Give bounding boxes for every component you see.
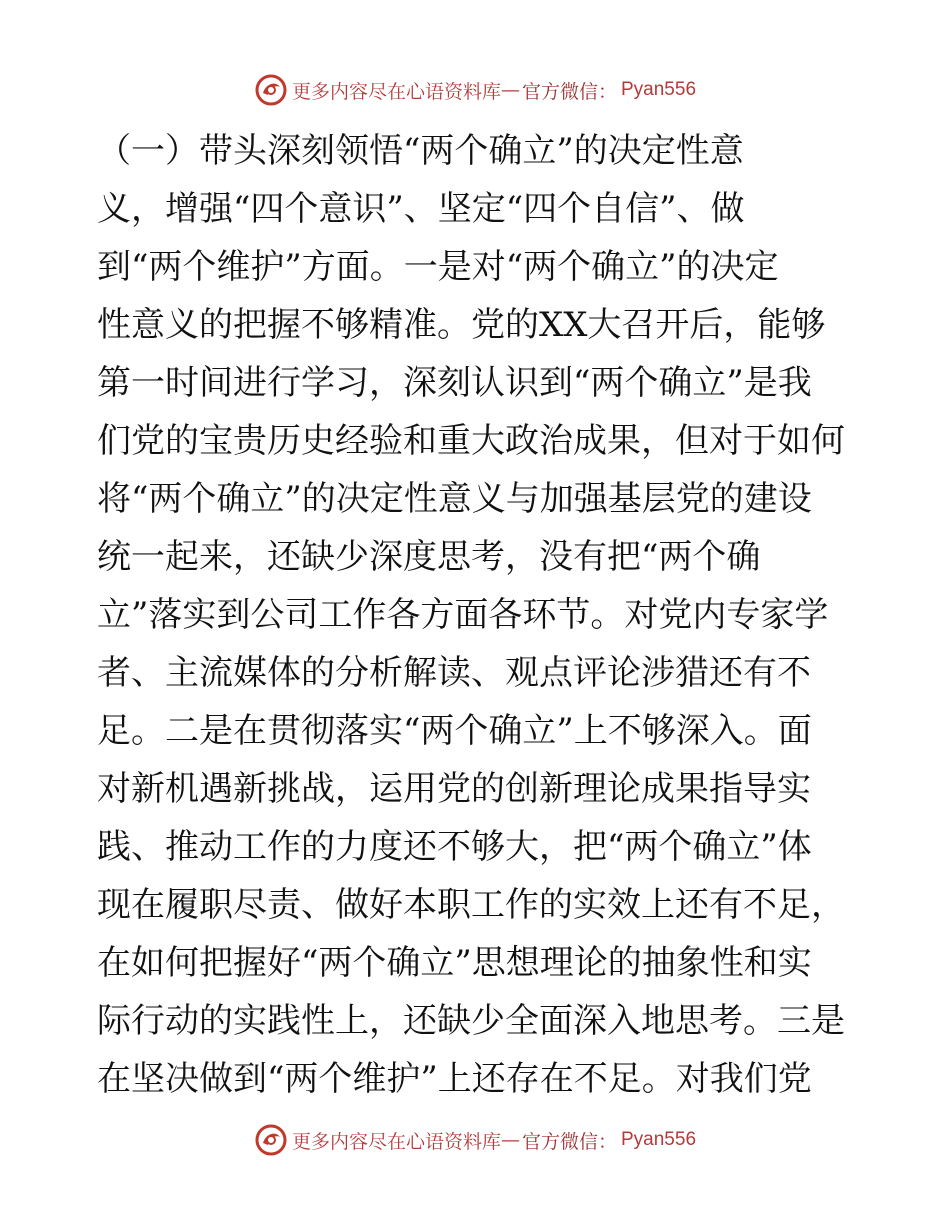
official-label: 官方微信： <box>521 80 617 103</box>
text-line: 在坚决做到“两个维护”上还存在不足。对我们党 <box>97 1059 812 1099</box>
text-line: 现在履职尽责、做好本职工作的实效上还有不足， <box>97 885 845 925</box>
text-line: 统一起来，还缺少深度思考，没有把“两个确 <box>97 537 761 577</box>
text-line: 践、推动工作的力度还不够大，把“两个确立”体 <box>97 827 812 867</box>
text-line: 义，增强“四个意识”、坚定“四个自信”、做 <box>97 189 745 229</box>
swirl-logo-icon <box>254 73 288 107</box>
text-line: 到“两个维护”方面。一是对“两个确立”的决定 <box>97 247 779 287</box>
text-line: 者、主流媒体的分析解读、观点评论涉猎还有不 <box>97 653 811 693</box>
text-line: 立”落实到公司工作各方面各环节。对党内专家学 <box>97 595 829 635</box>
brand-text: 更多内容尽在心语资料库 <box>291 80 501 103</box>
header-watermark-banner <box>0 70 950 110</box>
text-line: 对新机遇新挑战，运用党的创新理论成果指导实 <box>97 769 811 809</box>
text-line: （一）带头深刻领悟“两个确立”的决定性意 <box>97 131 744 171</box>
swirl-logo-icon <box>254 1123 288 1157</box>
text-line: 性意义的把握不够精准。党的XX大召开后，能够 <box>97 305 826 345</box>
official-label: 官方微信： <box>521 1130 617 1153</box>
text-line: 第一时间进行学习，深刻认识到“两个确立”是我 <box>97 363 812 403</box>
account-id: Pyan556 <box>621 79 697 100</box>
footer-watermark-banner <box>0 1120 950 1160</box>
text-line: 际行动的实践性上，还缺少全面深入地思考。三是 <box>97 1001 845 1041</box>
brand-text: 更多内容尽在心语资料库 <box>291 1130 501 1153</box>
banner-separator: — <box>500 79 520 101</box>
text-line: 在如何把握好“两个确立”思想理论的抽象性和实 <box>97 943 812 983</box>
banner-separator: — <box>500 1129 520 1151</box>
account-id: Pyan556 <box>621 1129 697 1150</box>
document-body <box>97 122 857 1108</box>
text-line: 足。二是在贯彻落实“两个确立”上不够深入。面 <box>97 711 812 751</box>
text-line: 将“两个确立”的决定性意义与加强基层党的建设 <box>97 479 812 519</box>
text-line: 们党的宝贵历史经验和重大政治成果，但对于如何 <box>97 421 845 461</box>
